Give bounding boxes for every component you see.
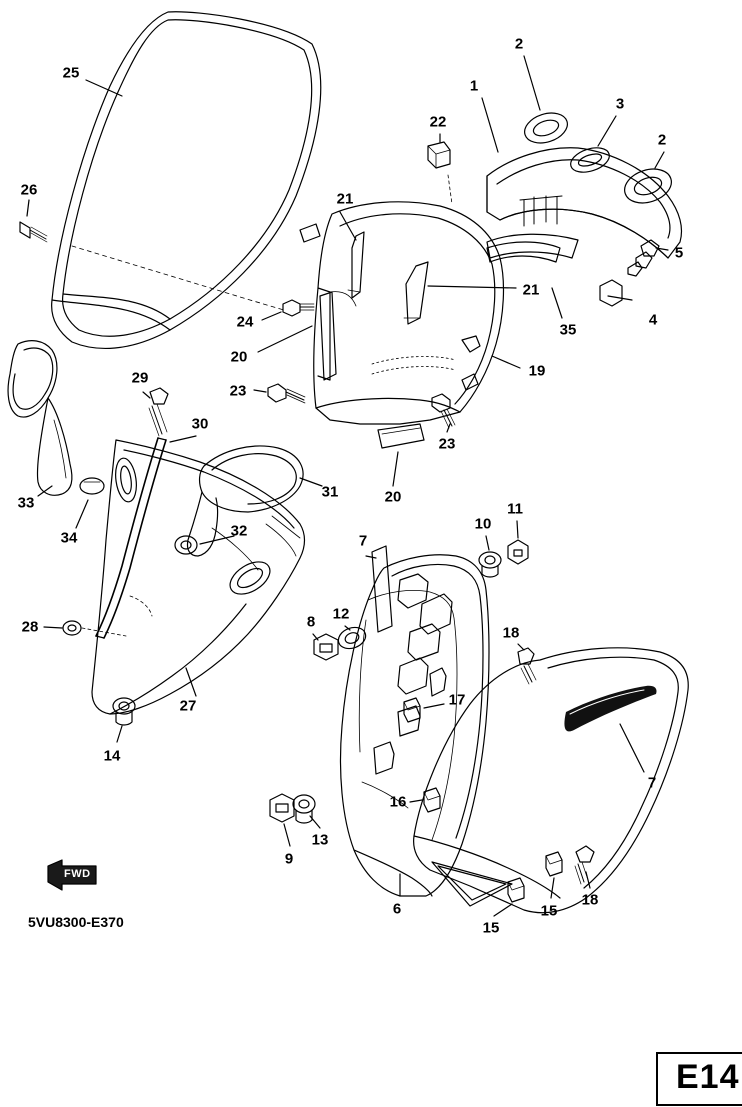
callout-24: 24 [236,313,254,331]
part-6-fairing-left [341,555,490,896]
callout-7-left: 7 [358,532,368,550]
leader-28-dashed [82,628,126,636]
part-2-grommet-top [521,108,571,148]
part-27-side-cowl [92,440,305,714]
leader-24 [262,312,281,320]
leader-7a [366,556,376,558]
leader-21a [340,212,356,240]
callout-18-lower: 18 [581,891,599,909]
callout-22: 22 [429,113,447,131]
part-20-strip-left [320,292,336,380]
part-28-nut [63,621,81,635]
part-8-nut [314,634,338,660]
callout-23-right: 23 [438,435,456,453]
leader-22-dashed [448,175,452,204]
leader-29 [143,392,150,398]
callout-29: 29 [131,369,149,387]
leader-3 [598,116,616,146]
leader-19 [492,356,520,368]
part-18-screw-upper [518,648,536,684]
callout-2-right: 2 [657,131,667,149]
callout-10: 10 [474,515,492,533]
callout-9: 9 [284,850,294,868]
leader-20b [393,452,398,486]
leader-13 [310,816,320,828]
leader-35 [552,288,562,318]
callout-32: 32 [230,522,248,540]
callout-31: 31 [321,483,339,501]
part-7-strip [372,546,392,632]
part-15-clip-b [546,852,562,876]
part-11-nut [508,540,528,564]
callout-27: 27 [179,697,197,715]
callout-15-b: 15 [540,902,558,920]
part-2-grommet-right [620,163,676,208]
callout-15-a: 15 [482,919,500,937]
part-windshield [52,12,321,349]
leader-4 [608,296,632,300]
part-18-screw-lower [575,846,594,884]
callout-18-upper: 18 [502,624,520,642]
leader-18a [518,644,524,650]
leader-14 [117,726,122,742]
part-31-mirror [175,446,303,556]
part-10-washer [479,552,501,577]
leader-2b [655,152,664,168]
callout-34: 34 [60,529,78,547]
leader-2a [524,56,540,110]
part-1-cowling-frame [487,148,682,306]
leader-28 [44,627,62,628]
part-26-screw [20,222,47,242]
callout-3: 3 [615,95,625,113]
leader-27 [186,668,196,696]
drawing-part-code: 5VU8300-E370 [28,914,124,930]
part-23-screw-right [432,394,455,428]
callout-8: 8 [306,613,316,631]
callout-20-left: 20 [230,348,248,366]
part-23-screw-left [268,384,305,403]
callout-28: 28 [21,618,39,636]
callout-11: 11 [507,500,523,518]
callout-5: 5 [674,244,684,262]
leader-11 [517,521,518,538]
callout-33: 33 [17,494,35,512]
leader-26 [27,200,29,216]
leader-15a [494,904,512,916]
leader-25 [86,80,122,96]
part-33-mirror [8,341,104,496]
leader-15b [551,878,554,898]
part-16-clip [424,788,440,812]
part-22-clip [428,142,450,168]
part-29-screw [149,388,168,436]
leader-20a [258,326,312,352]
leader-34 [76,500,88,528]
callout-20-mid: 20 [384,488,402,506]
part-15-clip-a [508,878,524,902]
callout-4: 4 [648,311,658,329]
leader-9 [284,824,290,846]
callout-12: 12 [332,605,350,623]
callout-30: 30 [191,415,209,433]
leader-21b [428,286,516,288]
callout-19: 19 [528,362,546,380]
callout-26: 26 [20,181,38,199]
fwd-direction-label: FWD [64,868,91,880]
leader-7b [620,724,644,772]
callout-25: 25 [62,64,80,82]
leader-23a [254,390,266,392]
leader-1 [482,98,498,152]
leader-17 [424,704,444,708]
callout-13: 13 [311,831,329,849]
leader-16 [410,800,422,802]
part-19-inner-cowl [314,202,504,424]
callout-21-lower: 21 [522,281,540,299]
callout-14: 14 [103,747,121,765]
leader-31 [300,478,322,486]
callout-35: 35 [559,321,577,339]
part-21-trim [300,224,320,242]
part-20-strip-mid [378,424,424,448]
callout-2-top: 2 [514,35,524,53]
callout-7-right: 7 [647,774,657,792]
part-9-bolt [270,794,294,822]
callout-1: 1 [469,77,479,95]
callout-23-left: 23 [229,382,247,400]
leader-30 [170,436,196,442]
part-24-bolt [283,300,314,316]
callout-17: 17 [448,691,466,709]
callout-21-upper: 21 [336,190,354,208]
leader-10 [486,536,489,550]
callout-16: 16 [389,793,407,811]
page-code-label: E14 [676,1058,740,1096]
callout-6: 6 [392,900,402,918]
leader-dashed-24 [72,246,284,310]
